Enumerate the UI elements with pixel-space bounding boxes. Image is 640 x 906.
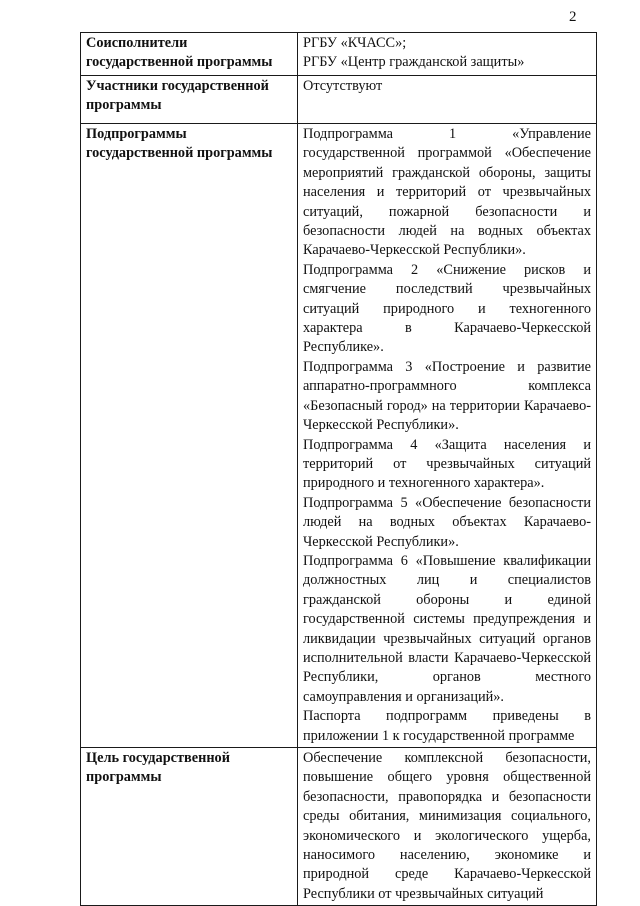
table-row-subprograms (81, 124, 597, 748)
subprogram-item-1: Подпрограмма 1 «Управление государственной программой «Обеспечение мероприятий гражданской обороны, защиты населения и территорий от чрезвычайных ситуаций, пожарной безопасности и безопасности людей на водных объектах Карачаево-Черкесской Республики». (303, 126, 591, 259)
table-row-participants (81, 76, 597, 124)
row-label-subprograms: Подпрограммы государственной программы (81, 124, 298, 748)
table-row-goal (81, 748, 597, 906)
coexecutor-item: РГБУ «КЧАСС»; (303, 35, 407, 51)
row-label-participants: Участники государственной программы (81, 76, 298, 124)
subprogram-item-4: Подпрограмма 4 «Защита населения и территорий от чрезвычайных ситуаций природного и техногенного характера». (303, 436, 591, 492)
row-label-coexecutors: Соисполнители государственной программы (81, 33, 298, 76)
row-value-coexecutors (298, 33, 597, 76)
subprogram-item-3: Подпрограмма 3 «Построение и развитие аппаратно-программного комплекса «Безопасный город» на территории Карачаево-Черкесской Республики». (303, 358, 591, 434)
participants-value: Отсутствуют (303, 78, 383, 94)
subprogram-item-5: Подпрограмма 5 «Обеспечение безопасности людей на водных объектах Карачаево-Черкесской Республики». (303, 494, 591, 550)
subprogram-item-6: Подпрограмма 6 «Повышение квалификации должностных лиц и специалистов гражданской обороны и единой государственной системы предупреждения и ликвидации чрезвычайных ситуаций органов исполнительной власти Карачаево-Черкесской Республики, органов местного самоуправления и организаций». (303, 552, 591, 705)
subprogram-passports-note: Паспорта подпрограмм приведены в приложении 1 к государственной программе (303, 708, 591, 744)
row-value-subprograms (298, 124, 597, 748)
program-passport-table (80, 32, 597, 906)
table-row-coexecutors (81, 33, 597, 76)
subprogram-item-2: Подпрограмма 2 «Снижение рисков и смягчение последствий чрезвычайных ситуаций природного и техногенного характера в Карачаево-Черкесской Республике». (303, 261, 591, 356)
goal-text: Обеспечение комплексной безопасности, повышение общего уровня общественной безопасности, правопорядка и безопасности среды обитания, минимизация социального, экономического и экологического ущерба, наносимого населению, экономике и природной среде Карачаево-Черкесской Республики от чрезвычайных ситуаций (303, 750, 591, 902)
page-number: 2 (569, 9, 577, 25)
coexecutor-item: РГБУ «Центр гражданской защиты» (303, 54, 525, 71)
row-label-goal: Цель государственной программы (81, 748, 298, 906)
row-value-goal (298, 748, 597, 906)
row-value-participants (298, 76, 597, 124)
